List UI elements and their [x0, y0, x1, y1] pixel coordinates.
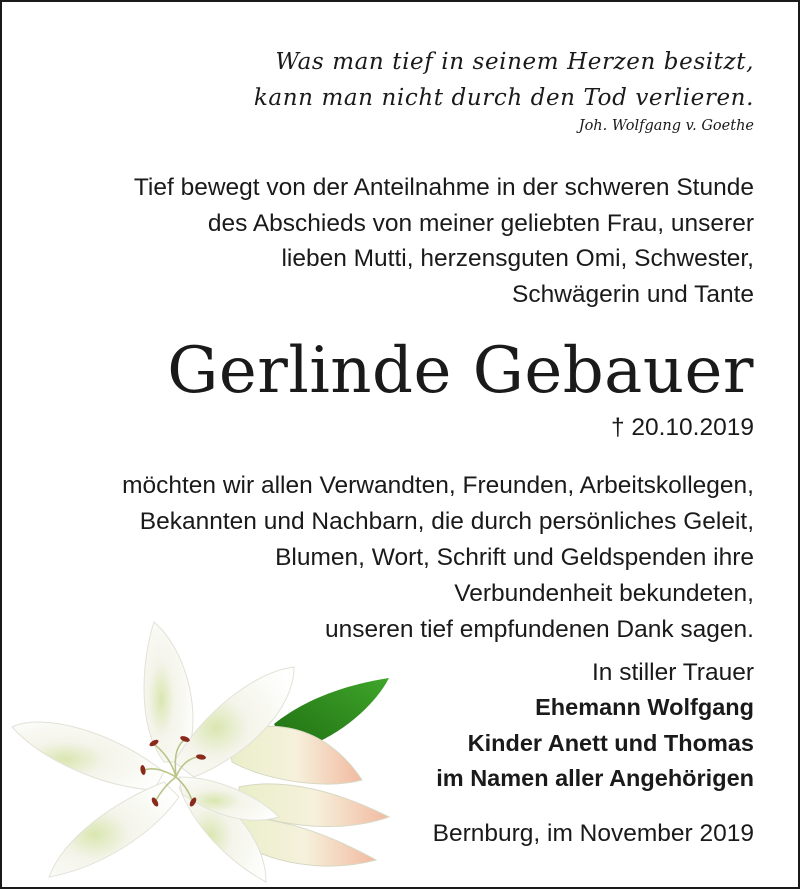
mourners-list: [436, 690, 754, 797]
quote-line: kann man nicht durch den Tod verlieren.: [253, 85, 754, 111]
quote: [254, 44, 754, 116]
intro-line: Tief bewegt von der Anteilnahme in der schweren Stunde: [133, 174, 754, 201]
place-date: Bernburg, im November 2019: [432, 820, 754, 847]
lily-flower-image: [4, 612, 394, 889]
mourner: im Namen aller Angehörigen: [436, 765, 754, 791]
thanks-line: Bekannten und Nachbarn, die durch persönliches Geleit,: [139, 508, 754, 535]
quote-line: Was man tief in seinem Herzen besitzt,: [275, 49, 754, 75]
thanks-line: Blumen, Wort, Schrift und Geldspenden ihre: [275, 544, 754, 571]
intro-line: lieben Mutti, herzensguten Omi, Schwester,: [281, 245, 754, 272]
intro-text: [134, 170, 754, 312]
mourner: Kinder Anett und Thomas: [467, 729, 754, 756]
death-date: † 20.10.2019: [610, 414, 754, 441]
mourner: Ehemann Wolfgang: [535, 694, 754, 720]
deceased-name: Gerlinde Gebauer: [167, 334, 754, 408]
intro-line: des Abschieds von meiner geliebten Frau, unserer: [207, 209, 754, 237]
quote-author: Joh. Wolfgang v. Goethe: [578, 118, 754, 134]
thanks-line: unseren tief empfundenen Dank sagen.: [324, 616, 754, 643]
mourning-intro: In stiller Trauer: [591, 659, 754, 686]
thanks-line: möchten wir allen Verwandten, Freunden, Arbeitskollegen,: [122, 472, 754, 499]
thanks-line: Verbundenheit bekundeten,: [454, 580, 754, 607]
intro-line: Schwägerin und Tante: [512, 280, 754, 308]
